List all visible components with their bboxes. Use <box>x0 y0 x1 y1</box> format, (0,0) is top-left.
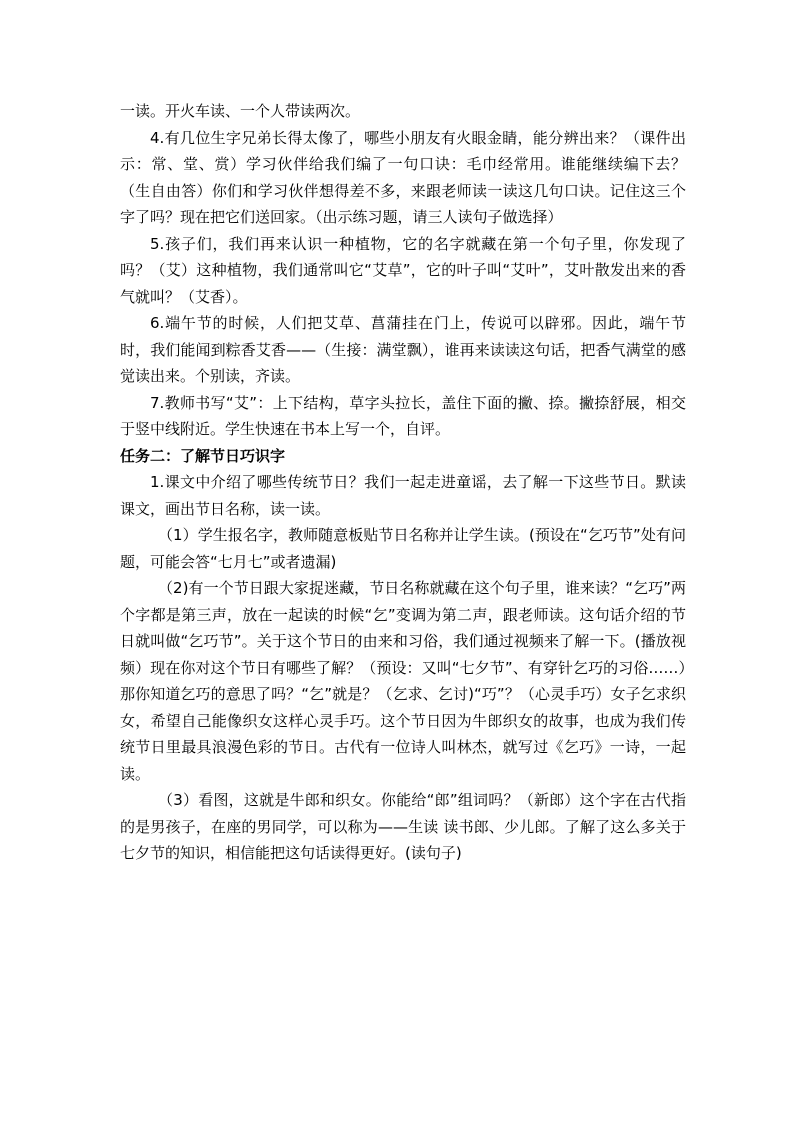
paragraph-step-4: 4.有几位生字兄弟长得太像了，哪些小朋友有火眼金睛，能分辨出来？（课件出示：常、堂、赏）学习伙伴给我们编了一句口诀：毛巾经常用。谁能继续编下去？（生自由答）你们和学习伙伴想得差不多，来跟老师读一读这几句口诀。记住这三个字了吗？现在把它们送回家。（出示练习题，请三人读句子做选择） <box>120 128 686 226</box>
section-heading-task-two: 任务二：了解节日巧识字 <box>120 446 286 465</box>
paragraph-continued: 一读。开火车读、一个人带读两次。 <box>120 102 361 120</box>
paragraph-substep-3: （3）看图，这就是牛郎和织女。你能给“郎”组词吗？（新郎）这个字在古代指的是男孩子，在座的男同学，可以称为——生读 读书郎、少儿郎。了解了这么多关于七夕节的知识，相信能把这句话读得更好。(读句子) <box>120 791 686 862</box>
paragraph-step-7: 7.教师书写“艾”：上下结构，草字头拉长，盖住下面的撇、捺。撇捺舒展，相交于竖中线附近。学生快速在书本上写一个，自评。 <box>120 393 686 438</box>
paragraph-substep-1: （1）学生报名字，教师随意板贴节日名称并让学生读。(预设在“乞巧节”处有问题，可能会答“七月七”或者遗漏) <box>120 526 686 571</box>
paragraph-substep-2: （2)有一个节日跟大家捉迷藏，节日名称就藏在这个句子里，谁来读？“乞巧”两个字都是第三声，放在一起读的时候“乞”变调为第二声，跟老师读。这句话介绍的节日就叫做“乞巧节”。关于这个节日的由来和习俗，我们通过视频来了解一下。(播放视频）现在你对这个节日有哪些了解？（预设：又叫“七夕节”、有穿针乞巧的习俗……）那你知道乞巧的意思了吗？“乞”就是？（乞求、乞讨)“巧”？（心灵手巧）女子乞求织女，希望自己能像织女这样心灵手巧。这个节日因为牛郎织女的故事，也成为我们传统节日里最具浪漫色彩的节日。古代有一位诗人叫林杰，就写过《乞巧》一诗，一起读。 <box>120 579 686 783</box>
paragraph-step-6: 6.端午节的时候，人们把艾草、菖蒲挂在门上，传说可以辟邪。因此，端午节时，我们能闻到粽香艾香——（生接：满堂飘），谁再来读读这句话，把香气满堂的感觉读出来。个别读，齐读。 <box>120 314 686 385</box>
document-body <box>120 98 686 867</box>
paragraph-step-5: 5.孩子们，我们再来认识一种植物，它的名字就藏在第一个句子里，你发现了吗？（艾）这种植物，我们通常叫它“艾草”，它的叶子叫“艾叶”，艾叶散发出来的香气就叫？（艾香）。 <box>120 234 686 306</box>
paragraph-task2-step-1: 1.课文中介绍了哪些传统节日？我们一起走进童谣，去了解一下这些节日。默读课文，画出节日名称，读一读。 <box>120 473 686 518</box>
